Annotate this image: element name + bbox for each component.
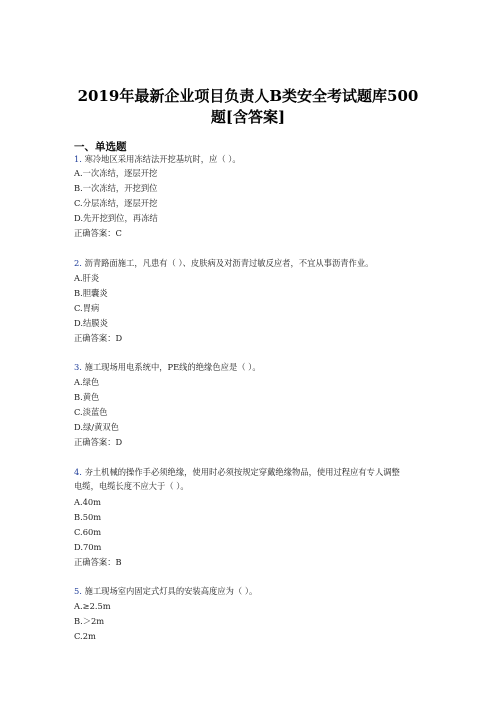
option-d: D.绿/黄双色 bbox=[74, 422, 119, 432]
question-number: 1. bbox=[74, 154, 82, 164]
option-b: B.一次冻结，开挖到位 bbox=[74, 183, 158, 193]
option-d: D.70m bbox=[74, 542, 102, 552]
question-text: 施工现场用电系统中，PE线的绝缘色应是（ ）。 bbox=[84, 362, 261, 372]
question-4 bbox=[74, 466, 400, 478]
question-2 bbox=[74, 257, 373, 269]
option-b: B.胆囊炎 bbox=[74, 288, 108, 298]
question-number: 5. bbox=[74, 586, 82, 596]
question-text: 寒冷地区采用冻结法开挖基坑时，应（ ）。 bbox=[84, 154, 241, 164]
option-d: D.结膜炎 bbox=[74, 318, 108, 328]
option-c: C.60m bbox=[74, 527, 102, 537]
option-a: A.一次冻结，逐层开挖 bbox=[74, 168, 158, 178]
option-c: C.淡蓝色 bbox=[74, 407, 108, 417]
question-3 bbox=[74, 361, 261, 373]
question-1 bbox=[74, 153, 241, 165]
section-heading: 一、单选题 bbox=[74, 141, 127, 153]
option-a: A.≥2.5m bbox=[74, 601, 111, 611]
option-b: B.50m bbox=[74, 512, 102, 522]
answer: 正确答案：C bbox=[74, 228, 122, 238]
question-number: 3. bbox=[74, 362, 82, 372]
question-number: 4. bbox=[74, 467, 82, 477]
question-text: 夯土机械的操作手必须绝缘，使用时必须按规定穿戴绝缘物品，使用过程应有专人调整 bbox=[84, 467, 400, 477]
answer: 正确答案：D bbox=[74, 437, 123, 447]
option-d: D.先开挖到位，再冻结 bbox=[74, 213, 158, 223]
question-text: 沥青路面施工，凡患有（ ）、皮肤病及对沥青过敏反应者，不宜从事沥青作业。 bbox=[84, 258, 374, 268]
option-a: A.肝炎 bbox=[74, 273, 100, 283]
document-title-line2: 题[含答案] bbox=[210, 108, 286, 126]
document-title-line1: 2019年最新企业项目负责人B类安全考试题库500 bbox=[77, 87, 419, 105]
question-text: 施工现场室内固定式灯具的安装高度应为（ ）。 bbox=[84, 586, 258, 596]
question-5 bbox=[74, 585, 257, 597]
option-c: C.胃病 bbox=[74, 303, 100, 313]
option-c: C.分层冻结，逐层开挖 bbox=[74, 198, 158, 208]
option-b: B.黄色 bbox=[74, 392, 100, 402]
option-a: A.40m bbox=[74, 497, 102, 507]
answer: 正确答案：B bbox=[74, 557, 122, 567]
question-number: 2. bbox=[74, 258, 82, 268]
option-c: C.2m bbox=[74, 631, 96, 641]
option-a: A.绿色 bbox=[74, 377, 100, 387]
answer: 正确答案：D bbox=[74, 333, 123, 343]
option-b: B.＞2m bbox=[74, 616, 105, 626]
question-text-continued: 电缆，电缆长度不应大于（ ）。 bbox=[74, 481, 189, 491]
